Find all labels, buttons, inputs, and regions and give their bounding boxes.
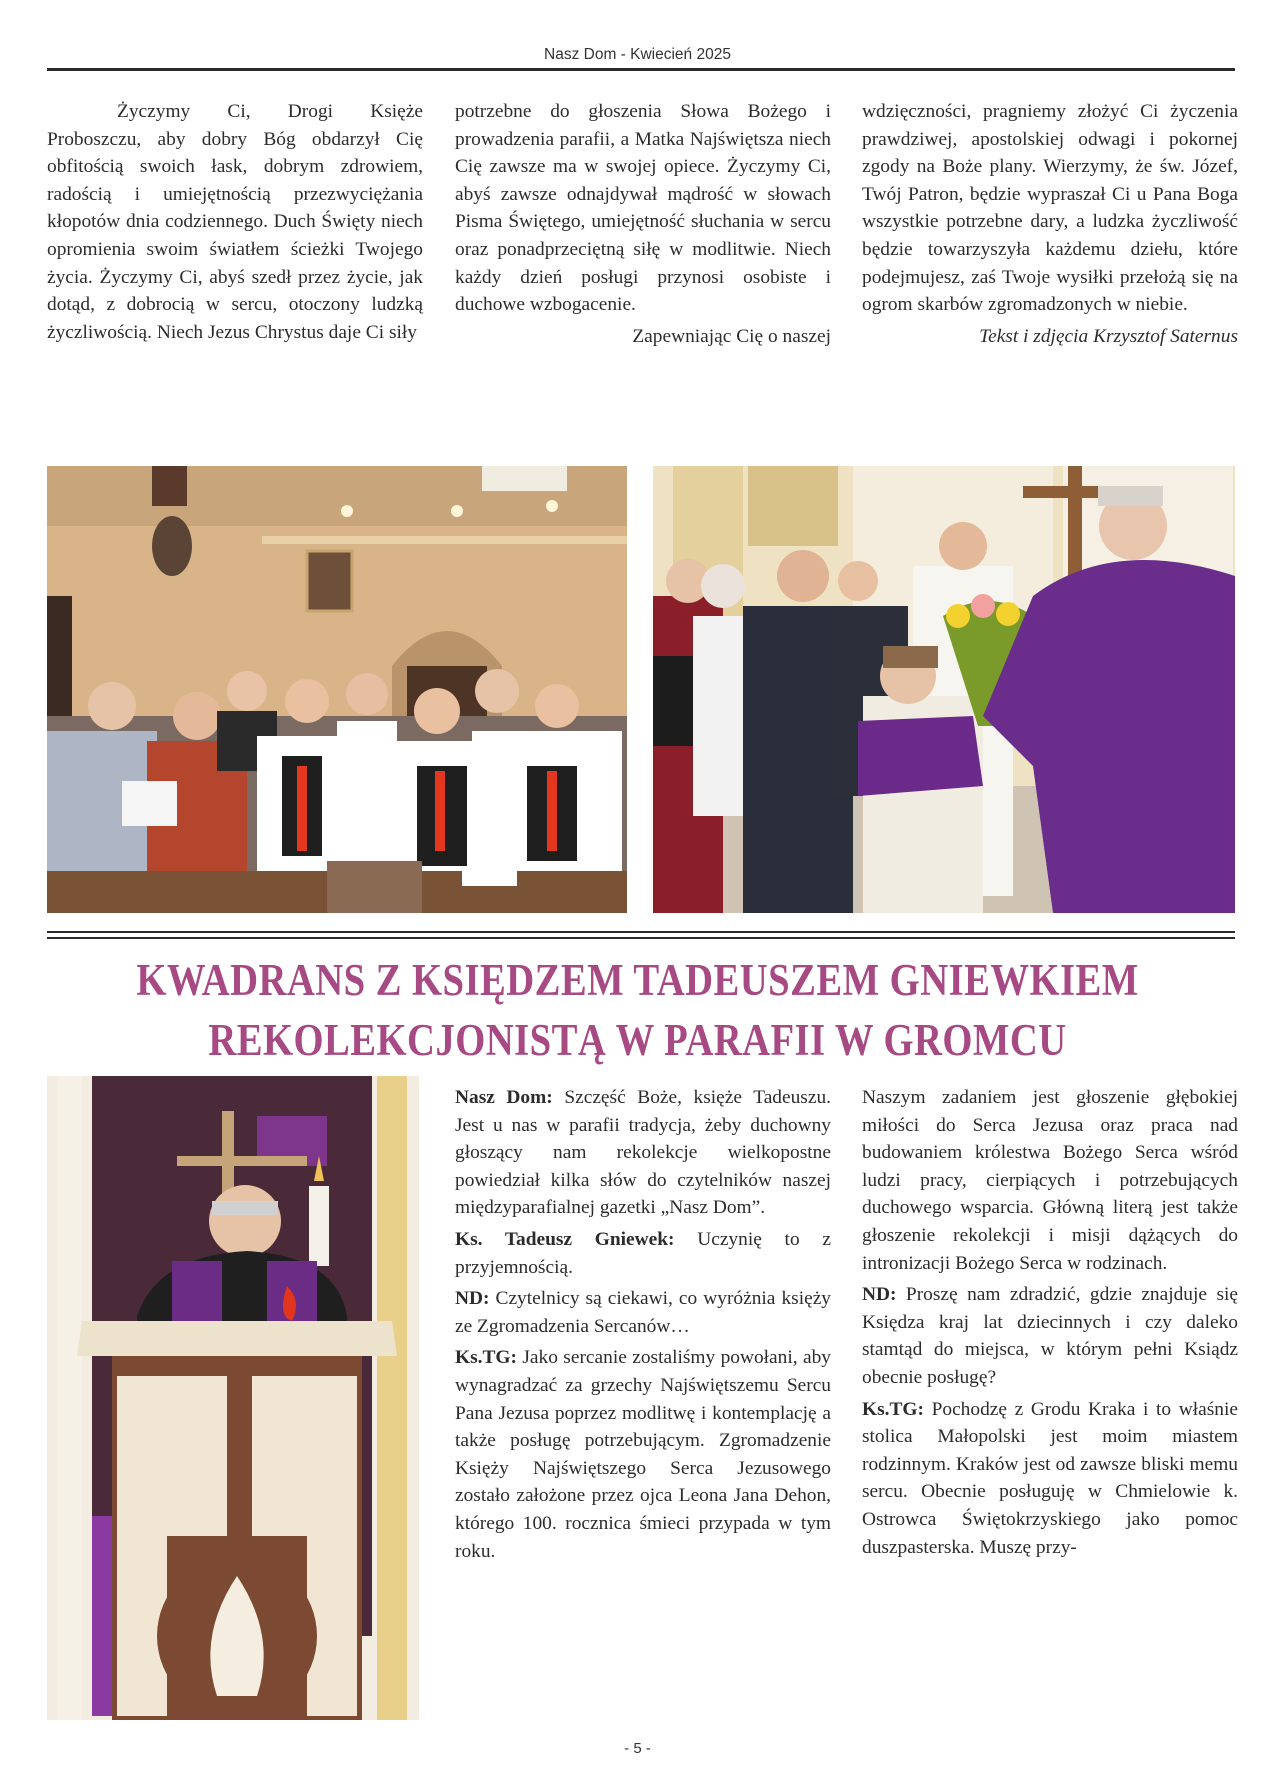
choir-photo <box>47 466 627 913</box>
speaker-label: Ks. Tadeusz Gniewek: <box>455 1228 675 1250</box>
priest-photo-image <box>47 1076 419 1720</box>
interview-paragraph <box>862 1281 1238 1391</box>
article-paragraph: Życzymy Ci, Drogi Księże Proboszczu, aby dobry Bóg obdarzył Cię obfitością swoich łask, dobrym zdrowiem, radością i umiejętnością przezwyciężania kłopotów dnia codziennego. Duch Święty niech opromienia swoim światłem ścieżki Twojego życia. Życzymy Ci, abyś szedł przez życie, jak dotąd, z dobrocią w sercu, otoczony ludzką życzliwością. Niech Jezus Chrystus daje Ci siły <box>47 101 423 343</box>
article-column-1 <box>47 98 423 346</box>
speaker-text: Czytelnicy są ciekawi, co wyróżnia księży ze Zgromadzenia Sercanów… <box>455 1288 831 1337</box>
interview-headline-line-1: KWADRANS Z KSIĘDZEM TADEUSZEM GNIEWKIEM <box>136 955 1139 1005</box>
running-header: Nasz Dom - Kwiecień 2025 <box>544 46 731 63</box>
speaker-label: Ks.TG: <box>455 1347 517 1369</box>
page-number: - 5 - <box>624 1740 651 1757</box>
interview-paragraph <box>455 1285 831 1340</box>
priest-photo <box>47 1076 419 1720</box>
article-paragraph: Zapewniając Cię o naszej <box>632 325 831 347</box>
interview-column-3 <box>862 1084 1238 1561</box>
speaker-text: Naszym zadaniem jest głoszenie głębokiej miłości do Serca Jezusa oraz praca nad budowaniem królestwa Bożego Serca wśród ludzi pracy, cierpiących i potrzebujących duchowego wsparcia. Główną literą jest także głoszenie rekolekcji i misji dążących do intronizacji Bożego Serca w rodzinach. <box>862 1087 1238 1274</box>
flowers-photo-image <box>653 466 1235 913</box>
speaker-label: ND: <box>455 1288 490 1310</box>
speaker-text: Pochodzę z Grodu Kraka i to właśnie stolica Małopolski jest moim miastem rodzinnym. Kraków jest od zawsze bliski memu sercu. Obecnie posługuję w Chmielowie k. Ostrowca Świętokrzyskiego jako pomoc duszpasterska. Muszę przy- <box>862 1398 1238 1558</box>
article-column-2 <box>455 98 831 350</box>
speaker-text: Proszę nam zdradzić, gdzie znajduje się Księdza kraj lat dziecinnych i czy daleko stamtąd do miejsca, w którym pełni Ksiądz obecnie posługę? <box>862 1284 1238 1388</box>
speaker-label: ND: <box>862 1284 897 1306</box>
speaker-text: Uczynię to z przyjemnością. <box>455 1228 831 1278</box>
section-divider-top <box>47 931 1235 933</box>
article-column-3 <box>862 98 1238 350</box>
article-paragraph: potrzebne do głoszenia Słowa Bożego i prowadzenia parafii, a Matka Najświętsza niech Cię zawsze ma w swojej opiece. Życzymy Ci, abyś zawsze odnajdywał mądrość w słowach Pisma Świętego, umiejętność słuchania w sercu oraz ponadprzeciętną siłę w modlitwie. Niech każdy dzień posługi przynosi osobiste i duchowe wzbogacenie. <box>455 101 831 316</box>
interview-paragraph <box>862 1396 1238 1562</box>
interview-paragraph <box>455 1084 831 1222</box>
interview-column-2 <box>455 1084 831 1565</box>
speaker-label: Nasz Dom: <box>455 1087 553 1108</box>
speaker-text: Jako sercanie zostaliśmy powołani, aby wynagradzać za grzechy Najświętszemu Sercu Pana Jezusa poprzez modlitwę i kontemplację a także posługę potrzebującym. Zgromadzenie Księży Najświętszego Serca Jezusowego zostało założone przez ojca Leona Jana Dehon, którego 100. rocznica śmieci przypada w tym roku. <box>455 1347 831 1562</box>
article-paragraph: wdzięczności, pragniemy złożyć Ci życzenia prawdziwej, apostolskiej odwagi i pokornej zgody na Boże plany. Wierzymy, że św. Józef, Twój Patron, będzie wypraszał Ci u Pana Boga wszystkie potrzebne dary, a ludzka życzliwość będzie towarzyszyła każdemu dziełu, które podejmujesz, zaś Twoje wysiłki przełożą się na ogrom skarbów zgromadzonych w niebie. <box>862 101 1238 316</box>
section-divider-bottom <box>47 937 1235 939</box>
speaker-label: Ks.TG: <box>862 1398 924 1420</box>
speaker-text: Szczęść Boże, księże Tadeuszu. Jest u nas w parafii tradycja, żeby duchowny głoszący nam rekolekcje wielkopostne powiedział kilka słów do czytelników naszej międzyparafialnej gazetki „Nasz Dom”. <box>455 1087 831 1219</box>
choir-photo-image <box>47 466 627 913</box>
interview-paragraph <box>455 1226 831 1281</box>
flowers-photo <box>653 466 1235 913</box>
photo-credit: Tekst i zdjęcia Krzysztof Saternus <box>979 325 1238 347</box>
interview-headline-line-2: REKOLEKCJONISTĄ W PARAFII W GROMCU <box>208 1015 1067 1065</box>
interview-paragraph <box>862 1084 1238 1277</box>
interview-paragraph <box>455 1344 831 1565</box>
header-rule <box>47 68 1235 71</box>
